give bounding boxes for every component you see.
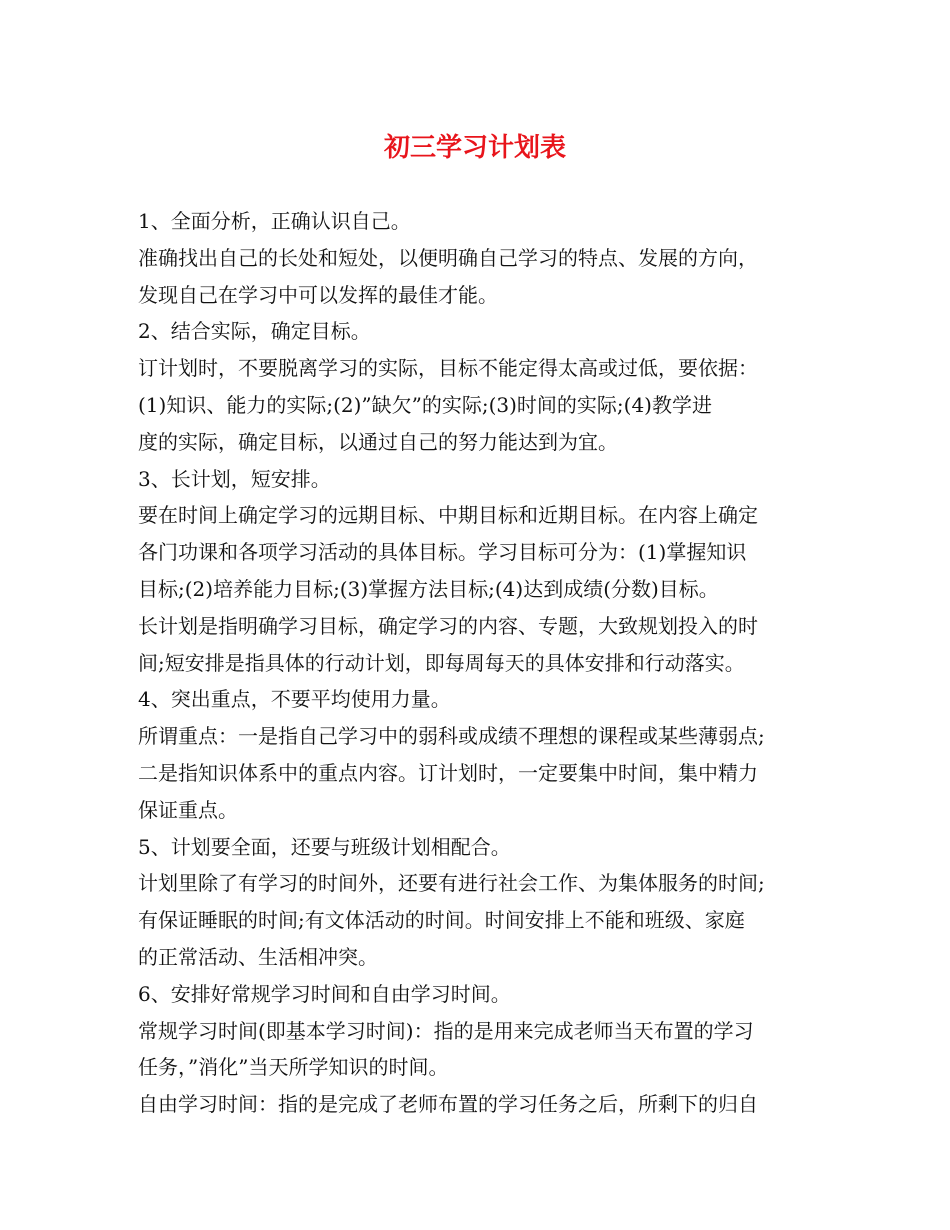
text-line: 要在时间上确定学习的远期目标、中期目标和近期目标。在内容上确定 <box>138 503 758 528</box>
document-title: 初三学习计划表 <box>383 133 566 163</box>
text-line: 4、突出重点，不要平均使用力量。 <box>138 687 451 712</box>
text-line: 二是指知识体系中的重点内容。订计划时，一定要集中时间，集中精力 <box>138 760 758 785</box>
text-line: (1)知识、能力的实际;(2)”缺欠”的实际;(3)时间的实际;(4)教学进 <box>138 392 712 417</box>
text-line: 订计划时，不要脱离学习的实际，目标不能定得太高或过低，要依据： <box>138 356 758 381</box>
text-line: 5、计划要全面，还要与班级计划相配合。 <box>138 834 511 859</box>
text-line: 计划里除了有学习的时间外，还要有进行社会工作、为集体服务的时间; <box>138 871 765 896</box>
text-line: 有保证睡眠的时间;有文体活动的时间。时间安排上不能和班级、家庭 <box>138 908 745 933</box>
text-line: 度的实际，确定目标，以通过自己的努力能达到为宜。 <box>138 429 618 454</box>
text-line: 3、长计划，短安排。 <box>138 466 331 491</box>
text-line: 保证重点。 <box>138 797 238 822</box>
document-body <box>138 203 818 1123</box>
text-line: 6、安排好常规学习时间和自由学习时间。 <box>138 981 511 1006</box>
text-line: 长计划是指明确学习目标，确定学习的内容、专题，大致规划投入的时 <box>138 613 758 638</box>
text-line: 目标;(2)培养能力目标;(3)掌握方法目标;(4)达到成绩(分数)目标。 <box>138 576 719 601</box>
text-line: 各门功课和各项学习活动的具体目标。学习目标可分为：(1)掌握知识 <box>138 540 747 565</box>
text-line: 常规学习时间(即基本学习时间)：指的是用来完成老师当天布置的学习 <box>138 1018 754 1043</box>
text-line: 自由学习时间：指的是完成了老师布置的学习任务之后，所剩下的归自 <box>138 1092 758 1117</box>
text-line: 所谓重点：一是指自己学习中的弱科或成绩不理想的课程或某些薄弱点; <box>138 724 765 749</box>
text-line: 任务，”消化”当天所学知识的时间。 <box>138 1055 449 1080</box>
text-line: 发现自己在学习中可以发挥的最佳才能。 <box>138 282 498 307</box>
text-line: 间;短安排是指具体的行动计划，即每周每天的具体安排和行动落实。 <box>138 650 745 675</box>
text-line: 的正常活动、生活相冲突。 <box>138 944 378 969</box>
text-line: 1、全面分析，正确认识自己。 <box>138 209 411 233</box>
text-line: 2、结合实际，确定目标。 <box>138 319 371 344</box>
text-line: 准确找出自己的长处和短处，以便明确自己学习的特点、发展的方向， <box>138 245 758 270</box>
